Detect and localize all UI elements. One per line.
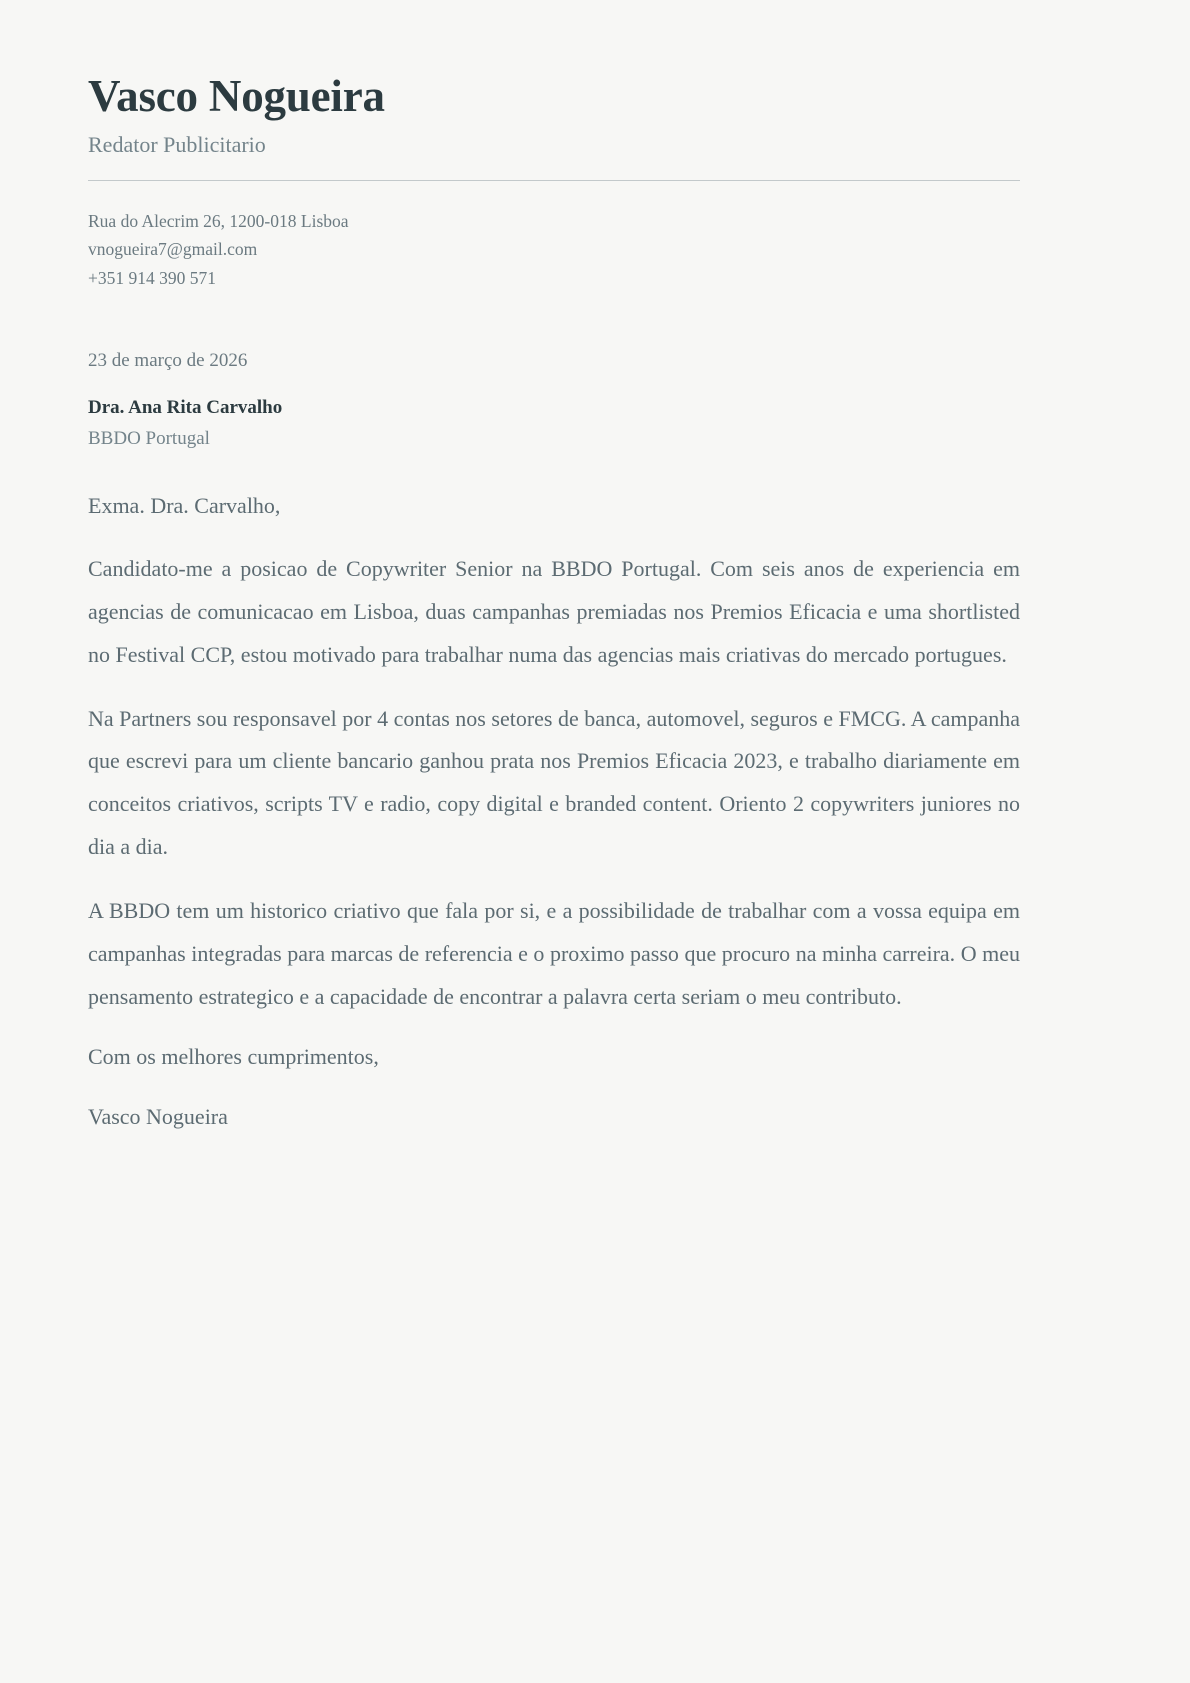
recipient-name: Dra. Ana Rita Carvalho — [88, 396, 283, 418]
closing-line: Com os melhores cumprimentos, — [88, 1043, 379, 1069]
page-title: Vasco Nogueira — [88, 71, 385, 121]
cover-letter — [88, 72, 1020, 1133]
header-divider — [88, 180, 1020, 181]
contact-phone: +351 914 390 571 — [88, 267, 216, 288]
recipient-organization: BBDO Portugal — [88, 428, 210, 450]
body-paragraph: Na Partners sou responsavel por 4 contas nos setores de banca, automovel, seguros e FMCG. A campanha que escrevi para um cliente bancario ganhou prata nos Premios Eficacia 2023, e trabalho diariamente em conceitos criativos, scripts TV e radio, copy digital e branded content. Oriento 2 copywriters juniores no dia a dia. — [88, 705, 1020, 860]
salutation: Exma. Dra. Carvalho, — [88, 493, 281, 518]
job-title-subtitle: Redator Publicitario — [88, 131, 266, 157]
contact-block — [88, 207, 1020, 292]
body-paragraph: Candidato-me a posicao de Copywriter Senior na BBDO Portugal. Com seis anos de experiencia em agencias de comunicacao em Lisboa, duas campanhas premiadas nos Premios Eficacia e uma shortlisted no Festival CCP, estou motivado para trabalhar numa das agencias mais criativas do mercado portugues. — [88, 555, 1020, 667]
signature-name: Vasco Nogueira — [88, 1103, 228, 1129]
letter-date: 23 de março de 2026 — [88, 350, 248, 372]
body-paragraph: A BBDO tem um historico criativo que fala por si, e a possibilidade de trabalhar com a vossa equipa em campanhas integradas para marcas de referencia e o proximo passo que procuro na minha carreira. O meu pensamento estrategico e a capacidade de encontrar a palavra certa seriam o meu contributo. — [88, 898, 1020, 1009]
contact-email: vnogueira7@gmail.com — [88, 239, 258, 260]
contact-address: Rua do Alecrim 26, 1200-018 Lisboa — [88, 211, 349, 232]
